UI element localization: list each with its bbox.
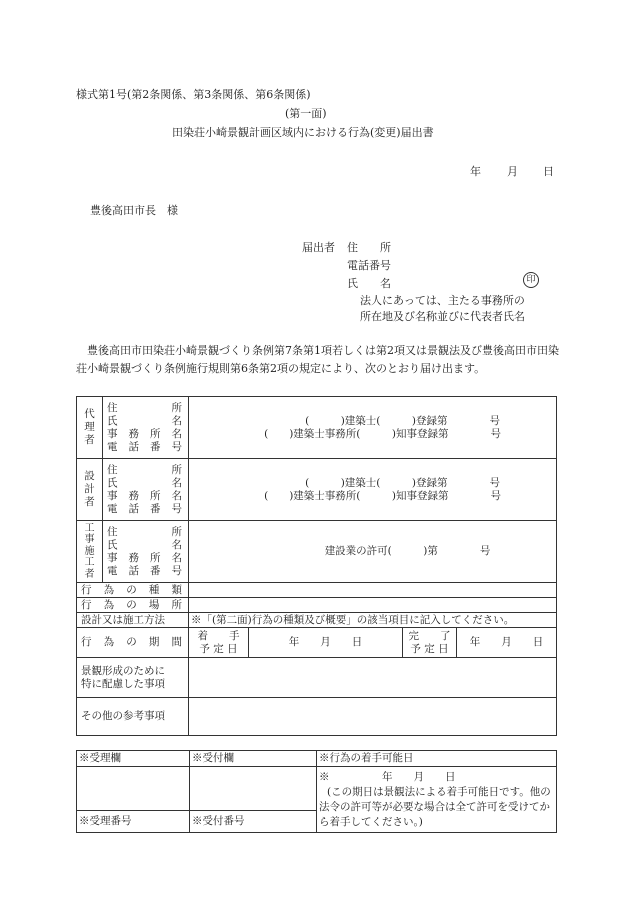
designer-value-cell[interactable] — [189, 459, 557, 521]
designer-address-label: 住 所 — [107, 463, 182, 476]
contractor-value-cell[interactable] — [189, 521, 557, 583]
agent-office-line: ( )建築士事務所( )知事登録第 号 — [264, 427, 501, 440]
landscape-row — [77, 658, 557, 698]
seal-mark — [523, 272, 539, 288]
addressee: 豊後高田市長 様 — [90, 204, 178, 217]
landscape-label: 景観形成のために 特に配慮した事項 — [77, 658, 189, 698]
contractor-phone-label: 電 話 番 号 — [107, 564, 182, 577]
designer-label: 設 計 者 — [77, 459, 103, 521]
document-title: 田染荘小崎景観計画区域内における行為(変更)届出書 — [172, 126, 434, 139]
body-text: 豊後高田市田染荘小崎景観づくり条例第7条第1項若しくは第2項又は景観法及び豊後高田市田染荘小崎景観づくり条例施行規則第6条第2項の規定により、次のとおり届け出ます。 — [76, 344, 559, 375]
act-type-label: 行 為 の 種 類 — [77, 583, 189, 598]
page-label: (第一面) — [285, 107, 327, 120]
reception-table — [76, 750, 557, 833]
contractor-address-label: 住 所 — [107, 525, 182, 538]
start-possible-note: (この期日は景観法による着手可能日です。他の法令の許可等が必要な場合は全て許可を受けてから着手してください。) — [319, 786, 551, 828]
agent-name-label: 氏 名 — [107, 414, 182, 427]
reception-header: ※受理欄 — [77, 751, 190, 767]
end-date-label: 完 了 予 定 日 — [403, 628, 457, 658]
period-label: 行 為 の 期 間 — [77, 628, 189, 658]
corp-note-line-2: 所在地及び名称並びに代表者氏名 — [360, 310, 525, 323]
applicant-address-label: 住 所 — [347, 241, 391, 254]
act-type-value[interactable] — [189, 583, 557, 598]
date-month: 月 — [507, 165, 518, 178]
delivery-header: ※受付欄 — [190, 751, 317, 767]
end-date-value[interactable]: 年 月 日 — [457, 628, 557, 658]
reception-number-label: ※受理番号 — [77, 811, 190, 833]
start-date-value[interactable]: 年 月 日 — [249, 628, 403, 658]
start-possible-date: ※ 年 月 日 — [319, 771, 456, 783]
design-method-note: ※「(第二面)行為の種類及び概要」の該当項目に記入してください。 — [189, 613, 557, 628]
agent-label: 代 理 者 — [77, 397, 103, 459]
start-possible-cell — [317, 767, 557, 833]
applicant-name-label: 氏 名 — [347, 277, 391, 290]
agent-row — [77, 397, 557, 459]
start-date-label: 着 手 予 定 日 — [189, 628, 249, 658]
designer-office-line: ( )建築士事務所( )知事登録第 号 — [264, 489, 501, 502]
designer-row — [77, 459, 557, 521]
other-row — [77, 698, 557, 736]
act-type-row — [77, 583, 557, 598]
contractor-label: 工 事 施 工 者 — [77, 521, 103, 583]
contractor-office-label: 事 務 所 名 — [107, 551, 182, 564]
date-year: 年 — [470, 165, 481, 178]
landscape-value[interactable] — [189, 658, 557, 698]
act-place-value[interactable] — [189, 598, 557, 613]
agent-value-cell[interactable] — [189, 397, 557, 459]
seal-label: 印 — [526, 275, 536, 285]
designer-sub-labels — [103, 459, 189, 521]
delivery-number-label: ※受付番号 — [190, 811, 317, 833]
contractor-sub-labels — [103, 521, 189, 583]
contractor-row — [77, 521, 557, 583]
designer-office-label: 事 務 所 名 — [107, 489, 182, 502]
other-value[interactable] — [189, 698, 557, 736]
applicant-label: 届出者 — [302, 241, 335, 254]
start-possible-header: ※行為の着手可能日 — [317, 751, 557, 767]
contractor-name-label: 氏 名 — [107, 538, 182, 551]
corp-note-line-1: 法人にあっては、主たる事務所の — [360, 294, 525, 307]
agent-address-label: 住 所 — [107, 401, 182, 414]
agent-office-label: 事 務 所 名 — [107, 427, 182, 440]
design-method-row — [77, 613, 557, 628]
form-number: 様式第1号(第2条関係、第3条関係、第6条関係) — [76, 88, 311, 101]
contractor-license-line: 建設業の許可( )第 号 — [324, 545, 491, 557]
delivery-cell[interactable] — [190, 767, 317, 811]
design-method-label: 設計又は施工方法 — [77, 613, 189, 628]
designer-phone-label: 電 話 番 号 — [107, 502, 182, 515]
act-place-row — [77, 598, 557, 613]
date-day: 日 — [543, 165, 554, 178]
designer-name-label: 氏 名 — [107, 476, 182, 489]
other-label: その他の参考事項 — [77, 698, 189, 736]
applicant-phone-label: 電話番号 — [347, 259, 391, 272]
period-row — [77, 628, 557, 658]
reception-cell[interactable] — [77, 767, 190, 811]
act-place-label: 行 為 の 場 所 — [77, 598, 189, 613]
agent-sub-labels — [103, 397, 189, 459]
agent-architect-line: ( )建築士( )登録第 号 — [305, 414, 500, 427]
agent-phone-label: 電 話 番 号 — [107, 440, 182, 453]
main-form-table — [76, 396, 557, 736]
designer-architect-line: ( )建築士( )登録第 号 — [305, 476, 500, 489]
body-paragraph — [76, 342, 560, 378]
